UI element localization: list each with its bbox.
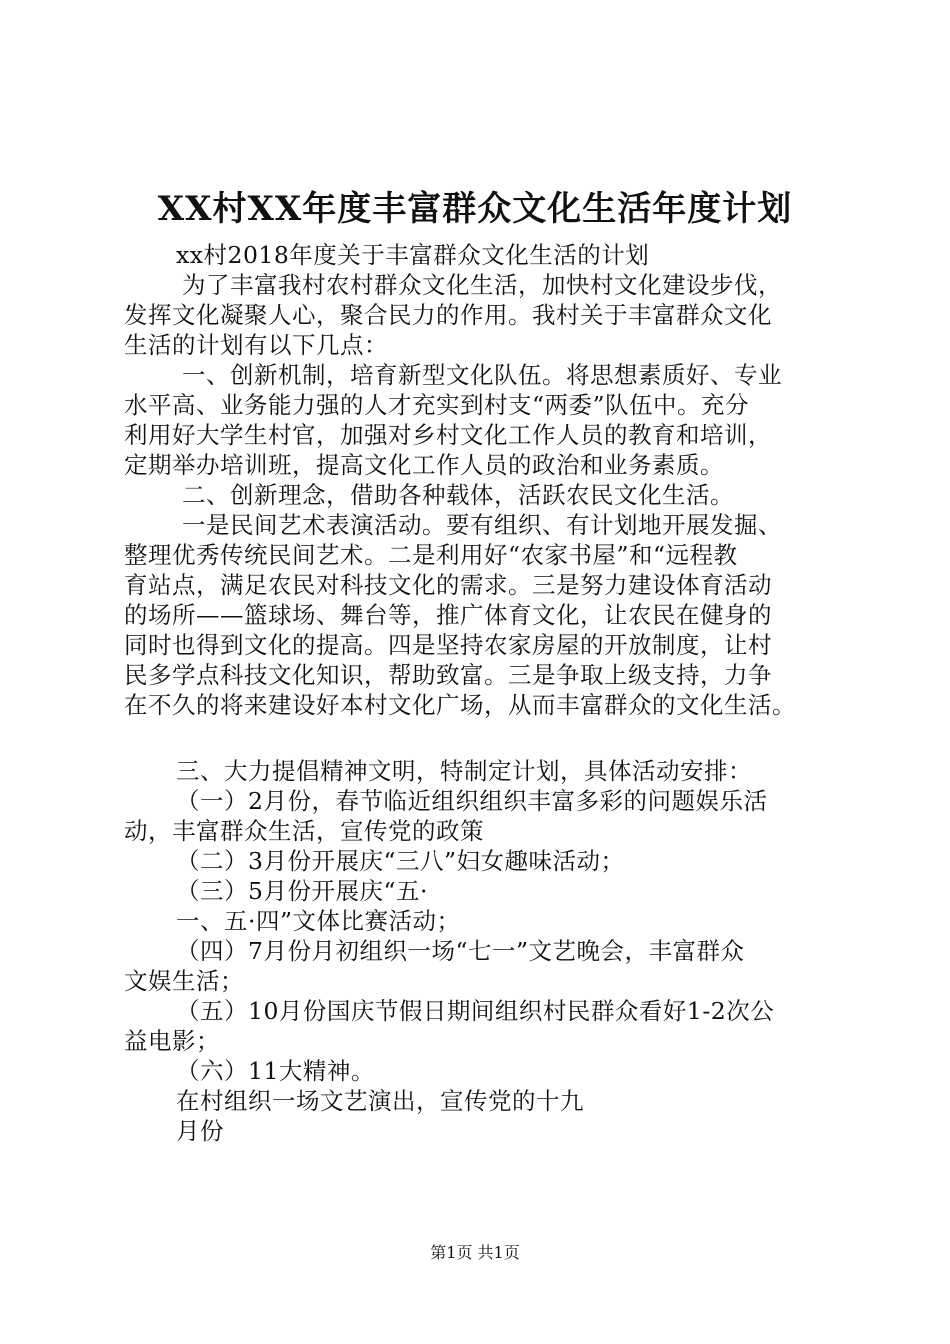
paragraph-line: 益电影；	[124, 1027, 220, 1055]
paragraph-line: 育站点，满足农民对科技文化的需求。三是努力建设体育活动	[124, 571, 772, 599]
paragraph-line: 整理优秀传统民间艺术。二是利用好“农家书屋”和“远程教	[124, 541, 738, 569]
paragraph-line: xx村2018年度关于丰富群众文化生活的计划	[176, 241, 650, 269]
paragraph-line: （五）10月份国庆节假日期间组织村民群众看好1-2次公	[176, 997, 775, 1025]
paragraph-line: （四）7月份月初组织一场“七一”文艺晚会，丰富群众	[176, 937, 745, 965]
paragraph-line: 利用好大学生村官，加强对乡村文化工作人员的教育和培训，	[124, 421, 772, 449]
page-number-footer: 第1页 共1页	[430, 1243, 520, 1262]
paragraph-line: 一、创新机制，培育新型文化队伍。将思想素质好、专业	[182, 361, 782, 389]
document-title: XX村XX年度丰富群众文化生活年度计划	[157, 189, 793, 229]
paragraph-line: （三）5月份开展庆“五·	[176, 877, 428, 905]
paragraph-line: （六）11大精神。	[176, 1057, 375, 1085]
paragraph-line: 民多学点科技文化知识，帮助致富。三是争取上级支持，力争	[124, 661, 772, 689]
paragraph-line: 生活的计划有以下几点：	[124, 331, 388, 359]
paragraph-line: （一）2月份，春节临近组织组织丰富多彩的问题娱乐活	[176, 787, 768, 815]
paragraph-line: 二、创新理念，借助各种载体，活跃农民文化生活。	[182, 481, 734, 509]
paragraph-line: 的场所——篮球场、舞台等，推广体育文化，让农民在健身的	[124, 601, 772, 629]
paragraph-line: 水平高、业务能力强的人才充实到村支“两委”队伍中。充分	[124, 391, 750, 419]
paragraph-line: 三、大力提倡精神文明，特制定计划，具体活动安排：	[176, 757, 752, 785]
paragraph-line: 发挥文化凝聚人心，聚合民力的作用。我村关于丰富群众文化	[124, 301, 772, 329]
paragraph-line: 在不久的将来建设好本村文化广场，从而丰富群众的文化生活。	[124, 691, 796, 719]
paragraph-line: 同时也得到文化的提高。四是坚持农家房屋的开放制度，让村	[124, 631, 772, 659]
paragraph-line: （二）3月份开展庆“三八”妇女趣味活动；	[176, 847, 625, 875]
paragraph-line: 文娱生活；	[124, 967, 244, 995]
paragraph-line: 动，丰富群众生活，宣传党的政策	[124, 817, 484, 845]
paragraph-line: 为了丰富我村农村群众文化生活，加快村文化建设步伐，	[182, 271, 782, 299]
paragraph-line: 一是民间艺术表演活动。要有组织、有计划地开展发掘、	[182, 511, 782, 539]
paragraph-line: 定期举办培训班，提高文化工作人员的政治和业务素质。	[124, 451, 724, 479]
paragraph-line: 在村组织一场文艺演出，宣传党的十九	[176, 1087, 584, 1115]
paragraph-line: 月份	[176, 1117, 224, 1145]
paragraph-line: 一、五·四”文体比赛活动；	[176, 907, 461, 935]
